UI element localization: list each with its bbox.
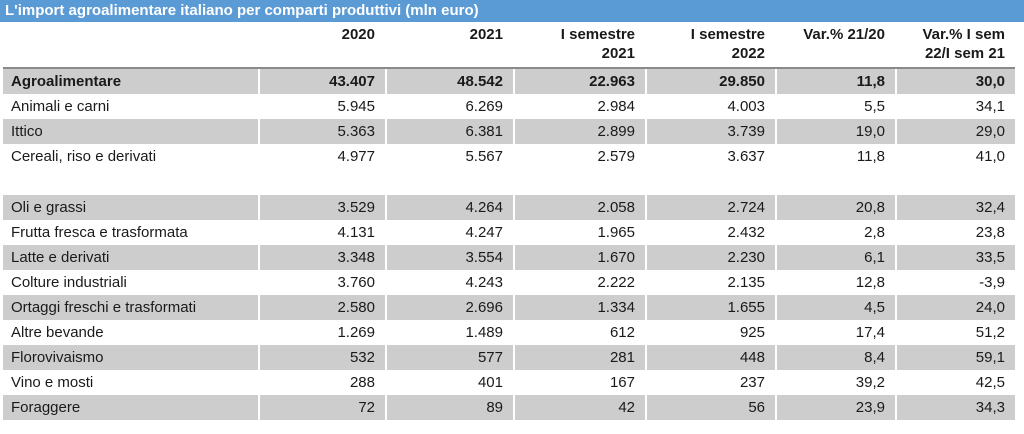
cell-value: 288 — [258, 370, 385, 395]
column-header: I semestre 2021 — [513, 22, 645, 69]
row-label: Frutta fresca e trasformata — [11, 224, 188, 241]
cell-value: 43.407 — [258, 69, 385, 94]
cell-value: 167 — [513, 370, 645, 395]
table-row — [3, 220, 1015, 245]
cell-value: 5.567 — [385, 144, 513, 169]
column-header: Var.% I sem 22/I sem 21 — [895, 22, 1015, 69]
cell-value: 6.381 — [385, 119, 513, 144]
cell-value: 23,9 — [775, 395, 895, 420]
table-row — [3, 295, 1015, 320]
table-row — [3, 370, 1015, 395]
table-row — [3, 119, 1015, 144]
cell-value: 42 — [513, 395, 645, 420]
cell-value: 23,8 — [895, 220, 1015, 245]
cell-value: 2,8 — [775, 220, 895, 245]
cell-value: 401 — [385, 370, 513, 395]
cell-value: 577 — [385, 345, 513, 370]
cell-value: 59,1 — [895, 345, 1015, 370]
cell-value: 2.230 — [645, 245, 775, 270]
cell-value: 2.058 — [513, 195, 645, 220]
row-label: Agroalimentare — [3, 69, 258, 94]
row-label: Animali e carni — [11, 98, 110, 115]
cell-value: 4.003 — [645, 94, 775, 119]
table-row — [3, 245, 1015, 270]
table-body — [3, 69, 1015, 420]
cell-value: 89 — [385, 395, 513, 420]
column-header: I semestre 2022 — [645, 22, 775, 69]
cell-value: 2.432 — [645, 220, 775, 245]
cell-value: 4.264 — [385, 195, 513, 220]
cell-value: 29.850 — [645, 69, 775, 94]
cell-value: 5.945 — [258, 94, 385, 119]
cell-value: 612 — [513, 320, 645, 345]
table-row — [3, 195, 1015, 220]
header-row — [3, 22, 1015, 69]
cell-value: 1.489 — [385, 320, 513, 345]
cell-value: 5,5 — [775, 94, 895, 119]
cell-value: 34,1 — [895, 94, 1015, 119]
cell-value: 11,8 — [775, 69, 895, 94]
cell-value: 2.724 — [645, 195, 775, 220]
cell-value: 3.554 — [385, 245, 513, 270]
cell-value: 8,4 — [775, 345, 895, 370]
cell-value: 48.542 — [385, 69, 513, 94]
cell-value: 2.579 — [513, 144, 645, 169]
cell-value: 1.269 — [258, 320, 385, 345]
cell-value: 1.965 — [513, 220, 645, 245]
cell-value: 1.670 — [513, 245, 645, 270]
cell-value: 1.334 — [513, 295, 645, 320]
cell-value: 6.269 — [385, 94, 513, 119]
cell-value: 51,2 — [895, 320, 1015, 345]
cell-value: 2.222 — [513, 270, 645, 295]
cell-value: 2.984 — [513, 94, 645, 119]
cell-value: 448 — [645, 345, 775, 370]
spacer-cell — [3, 169, 1015, 195]
cell-value: 29,0 — [895, 119, 1015, 144]
cell-value: 56 — [645, 395, 775, 420]
cell-value: 4.243 — [385, 270, 513, 295]
table-header — [3, 22, 1015, 69]
cell-value: 34,3 — [895, 395, 1015, 420]
table-row — [3, 395, 1015, 420]
cell-value: 2.135 — [645, 270, 775, 295]
cell-value: 12,8 — [775, 270, 895, 295]
cell-value: 925 — [645, 320, 775, 345]
cell-value: 17,4 — [775, 320, 895, 345]
cell-value: 532 — [258, 345, 385, 370]
table-row — [3, 94, 1015, 119]
cell-value: 22.963 — [513, 69, 645, 94]
cell-value: 39,2 — [775, 370, 895, 395]
cell-value: 6,1 — [775, 245, 895, 270]
cell-value: 4.247 — [385, 220, 513, 245]
row-label: Latte e derivati — [3, 245, 258, 270]
cell-value: 2.580 — [258, 295, 385, 320]
cell-value: 41,0 — [895, 144, 1015, 169]
row-label: Ortaggi freschi e trasformati — [3, 295, 258, 320]
table-row — [3, 69, 1015, 94]
cell-value: 72 — [258, 395, 385, 420]
table-row — [3, 345, 1015, 370]
cell-value: 11,8 — [775, 144, 895, 169]
cell-value: 33,5 — [895, 245, 1015, 270]
cell-value: 3.529 — [258, 195, 385, 220]
cell-value: 19,0 — [775, 119, 895, 144]
table-title-bar — [0, 0, 1024, 22]
cell-value: 42,5 — [895, 370, 1015, 395]
row-label: Colture industriali — [11, 274, 127, 291]
cell-value: 237 — [645, 370, 775, 395]
column-header: 2020 — [258, 22, 385, 69]
table-row — [3, 270, 1015, 295]
table-row — [3, 320, 1015, 345]
cell-value: -3,9 — [895, 270, 1015, 295]
cell-value: 4.977 — [258, 144, 385, 169]
cell-value: 3.760 — [258, 270, 385, 295]
row-label: Cereali, riso e derivati — [11, 148, 157, 165]
cell-value: 20,8 — [775, 195, 895, 220]
cell-value: 4,5 — [775, 295, 895, 320]
table-row — [3, 144, 1015, 169]
column-header: Var.% 21/20 — [775, 22, 895, 69]
cell-value: 32,4 — [895, 195, 1015, 220]
row-label: Florovivaismo — [3, 345, 258, 370]
cell-value: 30,0 — [895, 69, 1015, 94]
row-label: Altre bevande — [11, 324, 104, 341]
cell-value: 2.899 — [513, 119, 645, 144]
row-label: Foraggere — [3, 395, 258, 420]
row-label: Ittico — [3, 119, 258, 144]
cell-value: 5.363 — [258, 119, 385, 144]
table-title: L'import agroalimentare italiano per comparti produttivi (mln euro) — [5, 2, 479, 19]
cell-value: 24,0 — [895, 295, 1015, 320]
cell-value: 3.637 — [645, 144, 775, 169]
cell-value: 3.739 — [645, 119, 775, 144]
spacer-row — [3, 169, 1015, 195]
column-header: 2021 — [385, 22, 513, 69]
cell-value: 3.348 — [258, 245, 385, 270]
column-header-blank — [3, 22, 258, 69]
row-label: Oli e grassi — [3, 195, 258, 220]
import-data-table — [3, 22, 1015, 420]
cell-value: 1.655 — [645, 295, 775, 320]
cell-value: 4.131 — [258, 220, 385, 245]
row-label: Vino e mosti — [11, 374, 94, 391]
cell-value: 2.696 — [385, 295, 513, 320]
cell-value: 281 — [513, 345, 645, 370]
